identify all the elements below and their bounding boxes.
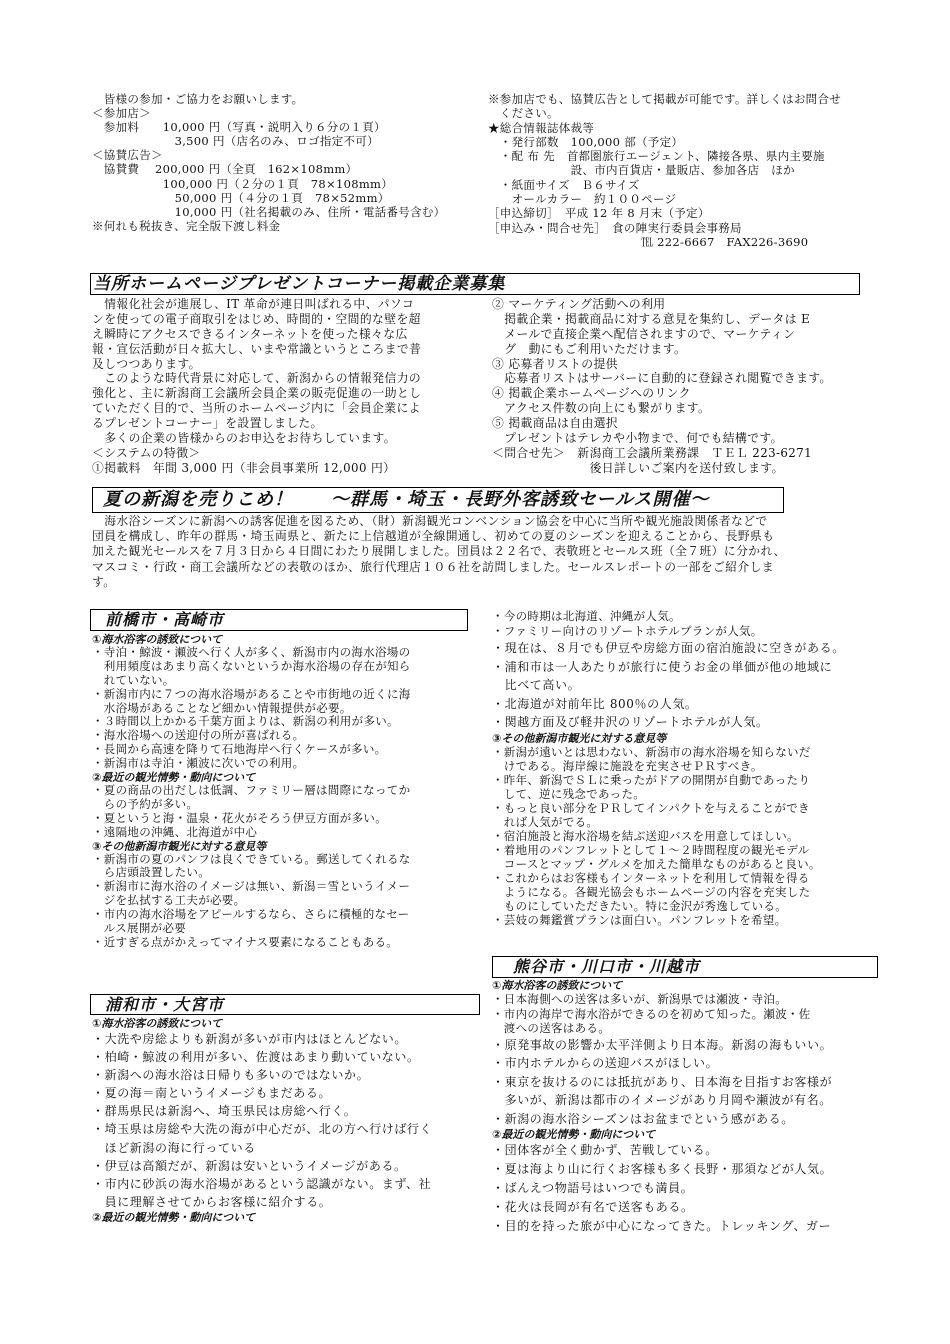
text-line: ・東京を抜けるのには抵抗があり、日本海を目指すお客様が [492, 1074, 833, 1089]
text-line: ものにしていただきたい。特に金沢が秀逸している。 [492, 898, 787, 913]
urawa-s3-list [492, 745, 845, 927]
text-line: 利用頻度はあまり高くないというか海水浴場の存在が知ら [92, 658, 411, 673]
maebashi-s3-heading: ③その他新潟市観光に対する意見等 [92, 839, 267, 853]
maebashi-s1-heading: ①海水浴客の誘致について [92, 633, 223, 646]
text-line: ・柏崎・鯨波の利用が多い、佐渡はあまり動いていない。 [92, 1050, 420, 1065]
text-line: ・寺泊・鯨波・瀬波へ行く人が多く、新潟市内の海水浴場の [92, 645, 411, 659]
text-line: 協賛費 200,000 円（全頁 162×108mm） [92, 162, 358, 177]
text-line: ・伊豆は高額だが、新潟は安いというイメージがある。 [92, 1158, 407, 1173]
text-line: ＜協賛広告＞ [92, 148, 163, 163]
text-line: ・現在は、８月でも伊豆や房総方面の宿泊施設に空きがある。 [492, 641, 845, 655]
text-line: ・着地用のパンフレットとして１～２時間程度の観光モデル [492, 842, 810, 857]
urawa-heading [90, 994, 480, 1015]
text-line: ・関越方面及び軽井沢のリゾートホテルが人気。 [492, 715, 769, 730]
urawa-content [92, 1017, 432, 1224]
text-line: ・群馬県民は新潟へ、埼玉県民は房総へ行く。 [92, 1104, 357, 1119]
text-line: ［申込み・問合せ先］ 食の陣実行委員会事務局 [488, 220, 742, 235]
text-line: コースとマップ・グルメを加えた簡単なものがあると良い。 [492, 856, 821, 871]
text-line: 10,000 円（社名掲載のみ、住所・電話番号含む） [92, 204, 446, 219]
kumagaya-title: 熊谷市・川口市・川越市 [513, 957, 701, 976]
text-line: ・ばんえつ物語号はいつでも満員。 [492, 1181, 694, 1196]
text-line: 員に理解させてからお客様に紹介する。 [92, 1194, 332, 1209]
urawa-s1-heading: ①海水浴客の誘致について [92, 1017, 223, 1030]
magazine-spec-info [488, 92, 841, 249]
text-line: 比べて高い。 [492, 678, 581, 693]
text-line: ・花火は長岡が有名で送客もある。 [492, 1199, 694, 1214]
text-line: 加えた観光セールスを７月３日から４日間にわたり展開しました。団員は２２名で、表敬班とセールス班（全７班）に分かれ、 [92, 544, 786, 559]
text-line: ★総合情報誌体裁等 [488, 120, 595, 135]
text-line: ・新潟市内に７つの海水浴場があることや市街地の近くに海 [92, 686, 411, 701]
text-line: 水浴場があることなど細かい情報提供が必要。 [92, 700, 352, 715]
text-line: ⑤ 掲載商品は自由選択 [492, 416, 619, 431]
text-line: グ 動にもご利用いただけます。 [492, 341, 687, 356]
summer-sales-intro [92, 514, 786, 590]
text-line: 団員を構成し、昨年の群馬・埼玉両県と、新たに上信越道が全線開通し、初めての夏のシーズンを迎えることから、長野県も [92, 529, 775, 544]
summer-sales-title: 夏の新潟を売りこめ！ ～群馬・埼玉・長野外客誘致セールス開催～ [103, 489, 710, 510]
text-line: れていない。 [92, 672, 175, 687]
text-line: らの予約が多い。 [92, 796, 199, 811]
text-line: ・大洗や房総よりも新潟が多いが市内はほとんどない。 [92, 1032, 408, 1046]
text-line: ら店頭設置したい。 [92, 865, 210, 880]
kumagaya-s2-heading: ②最近の観光情勢・動向について [492, 1128, 656, 1142]
urawa-s2-heading: ②最近の観光情勢・動向について [92, 1210, 256, 1224]
text-line: ・団体客が全く動かず、苦戦している。 [492, 1143, 718, 1158]
text-line: 多くの企業の皆様からのお申込をお待ちしています。 [92, 431, 396, 446]
urawa-title: 浦和市・大宮市 [105, 995, 225, 1014]
text-line: ・配 布 先 首都圏旅行エージェント、隣接各県、県内主要施 [488, 149, 825, 164]
kumagaya-heading [492, 956, 878, 978]
text-line: 後日詳しいご案内を送付致します。 [492, 460, 784, 475]
text-line: 掲載企業・掲載商品に対する意見を集約し、データは E [492, 311, 811, 326]
text-line: 情報化社会が進展し、IT 革命が連日叫ばれる中、パソコ [92, 297, 415, 311]
maebashi-s2-heading: ②最近の観光情勢・動向について [92, 771, 256, 785]
text-line: ・遠隔地の沖縄、北海道が中心 [92, 824, 258, 839]
text-line: 応募者リストはサーバーに自動的に登録され閲覧できます。 [492, 371, 832, 386]
maebashi-title: 前橋市・高崎市 [105, 610, 225, 629]
text-line: ・３時間以上かかる千葉方面よりは、新潟の利用が多い。 [92, 714, 399, 729]
text-line: ＜参加店＞ [92, 106, 151, 121]
text-line: ルス展開が必要 [92, 921, 187, 936]
text-line: ・芸妓の舞鑑賞プランは面白い。パンフレットを希望。 [492, 912, 787, 927]
summer-sales-heading [92, 487, 784, 513]
maebashi-content [92, 633, 411, 950]
text-line: ンを使っての電子商取引をはじめ、時間的・空間的な壁を超 [92, 311, 421, 326]
urawa-continued [492, 609, 845, 927]
text-line: ・紙面サイズ Ｂ６サイズ [488, 177, 640, 192]
text-line: ・ファミリー向けのリゾートホテルプランが人気。 [492, 624, 763, 638]
hp-present-heading [90, 273, 860, 295]
text-line: ・これからはお客様もインターネットを利用して情報を得る [492, 870, 810, 885]
urawa-s1-list [92, 1030, 432, 1211]
text-line: プレゼントはテレカや小物まで、何でも結構です。 [492, 431, 783, 446]
text-line: ・長岡から高速を降りて石地海岸へ行くケースが多い。 [92, 742, 387, 757]
text-line: ・海水浴場への送迎付の所が喜ばれる。 [92, 728, 305, 743]
text-line: ・市内の海水浴場をアピールするなら、さらに積極的なセー [92, 907, 410, 922]
text-line: ・夏は海より山に行くお客様も多く長野・那須などが人気。 [492, 1162, 833, 1177]
text-line: アクセス件数の向上にも繋がります。 [492, 401, 711, 416]
maebashi-heading [90, 609, 468, 631]
text-line: ください。 [488, 106, 559, 121]
text-line: ＜システムの特徴＞ [92, 445, 201, 460]
text-line: 100,000 円（２分の１頁 78×108mm） [92, 176, 394, 191]
hp-present-title: 当所ホームページプレゼントコーナー掲載企業募集 [93, 274, 506, 294]
urawa-trend-list-a [492, 609, 845, 639]
kumagaya-s1-list [492, 992, 832, 1036]
text-line: けである。海岸線に施設を充実させＰＲすべき。 [492, 758, 763, 773]
text-line: ・日本海側への送客は多いが、新潟県では瀬波・寺泊。 [492, 992, 787, 1006]
hp-present-left [92, 297, 421, 476]
kumagaya-s1-list-b [492, 1036, 832, 1129]
text-line: メールで直接企業へ配信されますので、マーケティン [492, 326, 796, 341]
text-line: ・埼玉県は房総や大洗の海が中心だが、北の方へ行けば行く [92, 1122, 433, 1137]
text-line: ・市内に砂浜の海水浴場があるという認識がない。まず、社 [92, 1176, 432, 1191]
text-line: ・夏の海＝南というイメージもまだある。 [92, 1086, 332, 1101]
text-line: 及しつつあります。 [92, 356, 201, 371]
text-line: ・夏というと海・温泉・花火がそろう伊豆方面が多い。 [92, 810, 387, 825]
text-line: ・市内ホテルからの送迎バスがほしい。 [492, 1056, 719, 1071]
text-line: え瞬時にアクセスできるインターネットを使った様々な広 [92, 326, 408, 341]
text-line: ・新潟市は寺泊・瀬波に次いでの利用。 [92, 756, 305, 771]
text-line: ＜問合せ先＞ 新潟商工会議所業務課 ＴＥＬ 223-6271 [492, 445, 813, 460]
urawa-s3-heading: ③その他新潟市観光に対する意見等 [492, 731, 667, 745]
text-line: ④ 掲載企業ホームページへのリンク [492, 386, 691, 401]
text-line: して、逆に残念であった。 [492, 786, 646, 801]
text-line: ・浦和市は一人あたりが旅行に使うお金の単価が他の地域に [492, 659, 833, 674]
hp-present-right [492, 297, 832, 476]
text-line: 報・宣伝活動が日々拡大し、いまや常識というところまで普 [92, 341, 422, 356]
text-line: ほど新潟の海に行っている [92, 1140, 256, 1155]
kumagaya-s2-list [492, 1141, 832, 1235]
maebashi-s3-list [92, 853, 411, 950]
text-line: ①掲載料 年間 3,000 円（非会員事業所 12,000 円） [92, 460, 396, 475]
text-line: ℡ 222-6667 FAX226-3690 [488, 234, 809, 249]
text-line: 強化と、主に新潟商工会議所会員企業の販売促進の一助とし [92, 386, 422, 401]
kumagaya-content [492, 979, 832, 1235]
text-line: このような時代背景に対応して、新潟からの情報発信力の [92, 371, 422, 386]
text-line: ・市内の海岸で海水浴ができるのを初めて知った。瀬波・佐 [492, 1006, 811, 1021]
text-line: 参加料 10,000 円（写真・説明入り６分の１頁） [92, 120, 386, 135]
text-line: ・今の時期は北海道、沖縄が人気。 [492, 609, 681, 623]
text-line: ② マーケティング活動への利用 [492, 297, 666, 311]
text-line: ていただく目的で、当所のホームページ内に「会員企業によ [92, 401, 421, 416]
text-line: れば人気がでる。 [492, 814, 599, 829]
text-line: 設、市内百貨店・量販店、参加各店 ほか [488, 163, 795, 178]
text-line: ようになる。各観光協会もホームページの内容を充実した [492, 884, 811, 899]
participation-info [92, 92, 445, 233]
text-line: ・もっと良い部分をＰＲしてインパクトを与えることができ [492, 800, 810, 815]
text-line: す。 [92, 574, 116, 589]
text-line: ・目的を持った旅が中心になってきた。トレッキング、ガー [492, 1218, 832, 1233]
text-line: オールカラー 約１００ページ [488, 192, 677, 207]
text-line: ・新潟が遠いとは思わない、新潟市の海水浴場を知らないだ [492, 744, 811, 759]
text-line: 皆様の参加・ご協力をお願いします。 [92, 92, 304, 106]
text-line: ・発行部数 100,000 部（予定） [488, 134, 684, 149]
text-line: ・原発事故の影響か太平洋側より日本海。新潟の海もいい。 [492, 1037, 833, 1052]
text-line: ・夏の商品の出だしは低調、ファミリー層は間際になってか [92, 783, 411, 798]
text-line: ［申込締切］ 平成 12 年 8 月末（予定） [488, 206, 710, 221]
text-line: ※参加店でも、協賛広告として掲載が可能です。詳しくはお問合せ [488, 92, 842, 106]
text-line: ・北海道が対前年比 800％の人気。 [492, 696, 698, 711]
text-line: ・新潟市の夏のパンフは良くできている。郵送してくれるな [92, 851, 411, 866]
text-line: 3,500 円（店名のみ、ロゴ指定不可） [92, 134, 379, 149]
text-line: ・近すぎる点がかえってマイナス要素になることもある。 [92, 934, 399, 949]
text-line: るプレゼントコーナー」を設置しました。 [92, 416, 323, 431]
maebashi-s2-list [92, 784, 411, 840]
text-line: ※何れも税抜き、完全版下渡し料金 [92, 218, 281, 233]
text-line: ③ 応募者リストの提供 [492, 356, 618, 371]
urawa-trend-list-b [492, 639, 845, 732]
text-line: 海水浴シーズンに新潟への誘客促進を図るため、（財）新潟観光コンベンション協会を中心に当所や観光施設関係者などで [92, 514, 768, 528]
maebashi-s1-list [92, 646, 411, 771]
text-line: ・昨年、新潟でＳＬに乗ったがドアの開閉が自動であったり [492, 772, 811, 787]
text-line: ・新潟の海水浴シーズンはお盆までという感がある。 [492, 1111, 794, 1126]
text-line: ・新潟への海水浴は日帰りも多いのではないか。 [92, 1068, 370, 1083]
text-line: ジを払拭する工夫が必要。 [92, 893, 246, 908]
text-line: 渡への送客はある。 [492, 1021, 610, 1035]
text-line: マスコミ・行政・商工会議所などの表敬のほか、旅行代理店１０６社を訪問しました。セールスレポートの一部をご紹介しま [92, 559, 774, 574]
text-line: ・宿泊施設と海水浴場を結ぶ送迎バスを用意してほしい。 [492, 828, 799, 843]
kumagaya-s1-heading: ①海水浴客の誘致について [492, 979, 623, 992]
text-line: ・新潟市に海水浴のイメージは無い、新潟＝雪というイメー [92, 879, 411, 894]
text-line: 多いが、新潟は都市のイメージがあり月岡や瀬波が有名。 [492, 1093, 832, 1108]
text-line: 50,000 円（４分の１頁 78×52mm） [92, 190, 390, 205]
